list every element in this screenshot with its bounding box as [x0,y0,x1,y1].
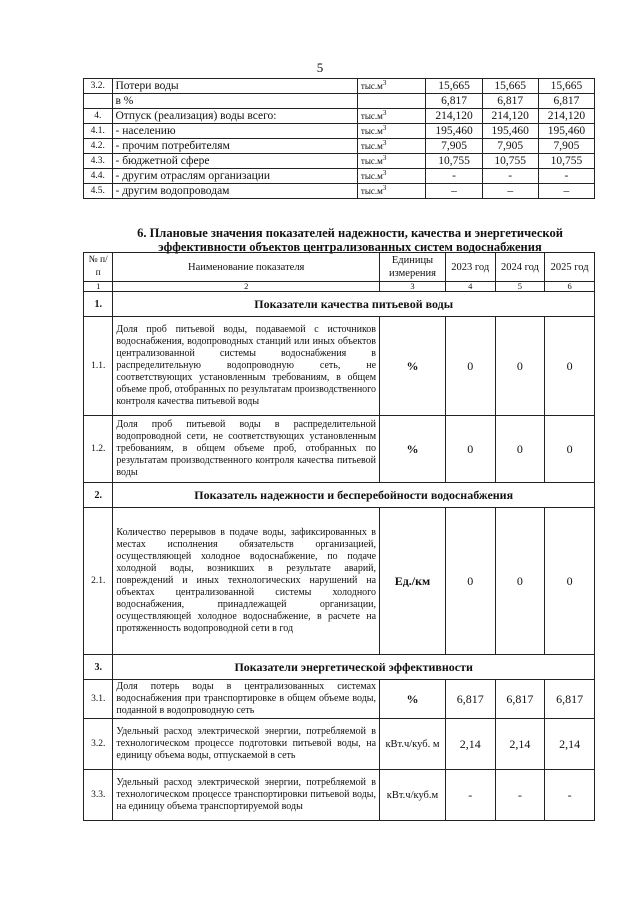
row-number: 4.3. [84,154,113,169]
value-2023: 6,817 [445,680,495,719]
row-number: 4.2. [84,139,113,154]
section-row [84,292,595,317]
value-2023: – [426,184,482,199]
section-number: 3. [84,655,113,680]
row-unit [357,184,426,199]
indicator-unit: кВт.ч/куб.м [380,770,446,821]
row-unit [357,139,426,154]
indicator-name: Удельный расход электрической энергии, потребляемой в технологическом процессе транспортировки питьевой воды, на единицу объема транспортируемой воды [113,770,380,821]
table-row [84,109,595,124]
table-row [84,680,595,719]
row-number: 4. [84,109,113,124]
row-number: 4.1. [84,124,113,139]
value-2025: – [538,184,594,199]
row-unit [357,124,426,139]
value-2024: 6,817 [495,680,545,719]
indicator-name: Доля проб питьевой воды в распределительной водопроводной сети, не соответствующих установленным требованиям, в общем объеме проб, отобранных по результатам производственного контроля качества питьевой воды [113,416,380,483]
value-2024: 195,460 [482,124,538,139]
unit-superscript: 3 [382,139,387,147]
value-2024: 7,905 [482,139,538,154]
column-index: 1 [84,282,113,292]
value-2023: 2,14 [445,719,495,770]
indicator-unit: % [380,416,446,483]
value-2025: - [545,770,595,821]
indicator-unit: % [380,317,446,416]
section-number: 1. [84,292,113,317]
section-6-title-line2: эффективности объектов централизованных систем водоснабжения [158,240,542,254]
header-2025: 2025 год [545,253,595,282]
indicator-name: Количество перерывов в подаче воды, зафиксированных в местах исполнения обязательств организацией, осуществляющей холодное водоснабжение, по подаче холодной воды, возникших в результате аварий, повреждений и иных технологических нарушений на объектах централизованной системы холодного водоснабжения, принадлежащей организации, осуществляющей холодное водоснабжение, в расчете на протяженность водопроводной сети в год [113,508,380,655]
section-title: Показатели качества питьевой воды [113,292,595,317]
indicator-unit: кВт.ч/куб. м [380,719,446,770]
page-number: 5 [316,60,324,75]
value-2024: 10,755 [482,154,538,169]
value-2023: 195,460 [426,124,482,139]
indicator-name: Удельный расход электрической энергии, потребляемой в технологическом процессе подготовки питьевой воды, на единицу объема воды, отпускаемой в сеть [113,719,380,770]
section-title: Показатель надежности и бесперебойности водоснабжения [113,483,595,508]
row-name: Потери воды [112,79,357,94]
indicator-unit: % [380,680,446,719]
unit-text: тыс.м [360,141,383,151]
value-2025: 15,665 [538,79,594,94]
column-index: 2 [113,282,380,292]
table-row [84,184,595,199]
value-2024: 0 [495,416,545,483]
row-number: 3.2. [84,719,113,770]
value-2023: 15,665 [426,79,482,94]
value-2024: 0 [495,317,545,416]
column-index: 5 [495,282,545,292]
section-row [84,483,595,508]
value-2025: 2,14 [545,719,595,770]
row-number: 4.5. [84,184,113,199]
row-unit [357,94,426,109]
value-2024: - [482,169,538,184]
unit-text: тыс.м [360,111,383,121]
table-row [84,770,595,821]
row-number: 3.3. [84,770,113,821]
row-name: - другим водопроводам [112,184,357,199]
row-number: 1.2. [84,416,113,483]
table-row [84,124,595,139]
value-2025: 10,755 [538,154,594,169]
value-2023: 0 [445,508,495,655]
row-unit [357,169,426,184]
row-unit [357,154,426,169]
value-2025: 6,817 [545,680,595,719]
unit-superscript: 3 [382,169,387,177]
value-2025: 0 [545,317,595,416]
value-2023: - [445,770,495,821]
row-unit [357,79,426,94]
value-2025: 7,905 [538,139,594,154]
value-2024: – [482,184,538,199]
value-2023: 7,905 [426,139,482,154]
unit-text: тыс.м [360,126,383,136]
value-2023: 0 [445,317,495,416]
unit-superscript: 3 [382,154,387,162]
row-number: 3.1. [84,680,113,719]
table-row [84,719,595,770]
table-row [84,154,595,169]
unit-superscript: 3 [382,109,387,117]
indicators-body [84,253,595,821]
section-6-title [120,226,580,254]
value-2024: 0 [495,508,545,655]
row-name: - бюджетной сфере [112,154,357,169]
row-number [84,94,113,109]
table-row [84,317,595,416]
table-row [84,169,595,184]
header-2024: 2024 год [495,253,545,282]
value-2024: 15,665 [482,79,538,94]
table-row [84,94,595,109]
header-name: Наименование показателя [113,253,380,282]
table-row [84,416,595,483]
row-name: в % [112,94,357,109]
value-2025: 6,817 [538,94,594,109]
header-2023: 2023 год [445,253,495,282]
value-2025: 195,460 [538,124,594,139]
row-name: - прочим потребителям [112,139,357,154]
value-2023: 0 [445,416,495,483]
indicator-name: Доля потерь воды в централизованных системах водоснабжения при транспортировке в общем объеме воды, поданной в водопроводную сеть [113,680,380,719]
row-number: 2.1. [84,508,113,655]
section-row [84,655,595,680]
row-name: - населению [112,124,357,139]
value-2025: 0 [545,416,595,483]
indicator-name: Доля проб питьевой воды, подаваемой с источников водоснабжения, водопроводных станций или иных объектов централизованной системы водоснабжения в распределительную водопроводную сеть, не соответствующих установленным требованиям, в общем объеме проб, отобранных по результатам производственного контроля качества питьевой воды [113,317,380,416]
value-2025: 0 [545,508,595,655]
header-num: № п/п [84,253,113,282]
row-name: - другим отраслям организации [112,169,357,184]
section-6-title-line1: 6. Плановые значения показателей надежности, качества и энергетической [137,226,563,240]
row-number: 1.1. [84,317,113,416]
unit-superscript: 3 [382,184,387,192]
row-unit [357,109,426,124]
table-row [84,79,595,94]
water-balance-body [84,79,595,199]
header-unit: Единицы измерения [380,253,446,282]
row-name: Отпуск (реализация) воды всего: [112,109,357,124]
value-2025: 214,120 [538,109,594,124]
row-number: 3.2. [84,79,113,94]
table-row [84,508,595,655]
unit-text: тыс.м [360,81,383,91]
value-2023: 6,817 [426,94,482,109]
value-2024: 214,120 [482,109,538,124]
value-2024: 6,817 [482,94,538,109]
unit-superscript: 3 [382,124,387,132]
column-index: 4 [445,282,495,292]
value-2025: - [538,169,594,184]
column-index: 6 [545,282,595,292]
unit-text: тыс.м [360,171,383,181]
value-2023: 10,755 [426,154,482,169]
unit-superscript: 3 [382,79,387,87]
value-2023: 214,120 [426,109,482,124]
section-number: 2. [84,483,113,508]
table-row [84,139,595,154]
unit-text: тыс.м [360,156,383,166]
indicators-table [83,252,595,821]
unit-text: тыс.м [360,186,383,196]
row-number: 4.4. [84,169,113,184]
value-2024: 2,14 [495,719,545,770]
value-2023: - [426,169,482,184]
column-index-row [84,282,595,292]
indicator-unit: Ед./км [380,508,446,655]
water-balance-table [83,78,595,199]
value-2024: - [495,770,545,821]
header-row [84,253,595,282]
column-index: 3 [380,282,446,292]
section-title: Показатели энергетической эффективности [113,655,595,680]
